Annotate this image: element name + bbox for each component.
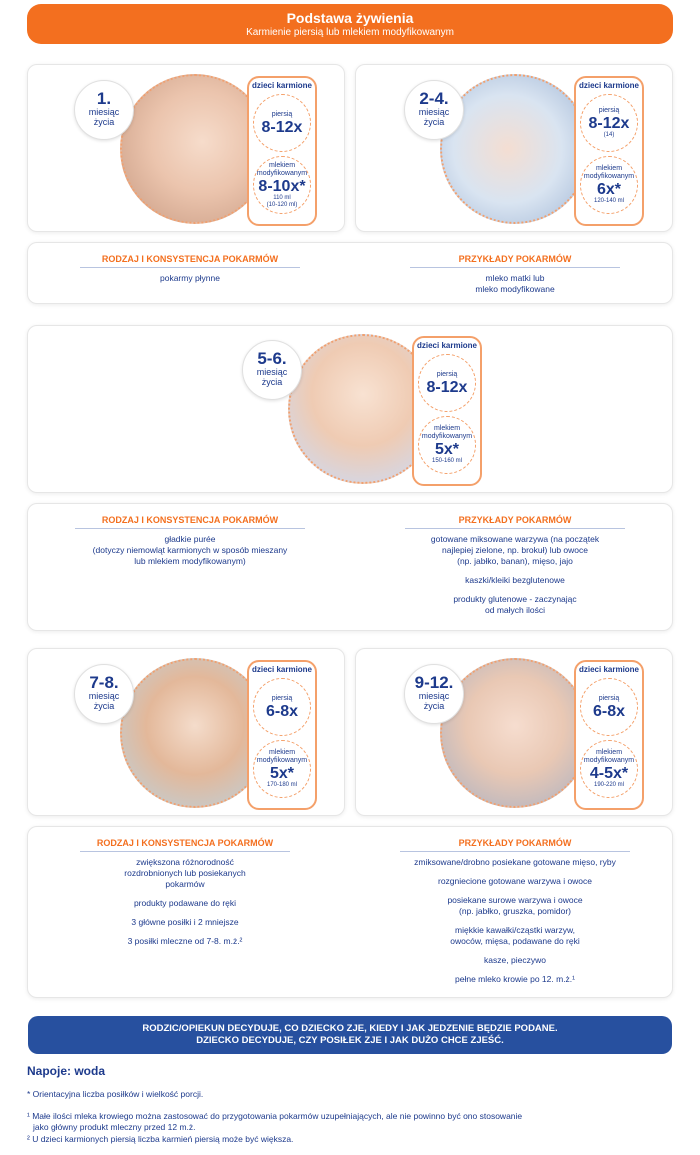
text-line: od małych ilości: [485, 605, 545, 615]
formula-label: modyfikowanym: [583, 757, 635, 764]
formula-count: 5x*: [434, 441, 460, 458]
text-line: (np. jabłko, banan), mięso, jajo: [457, 556, 573, 566]
feeding-panel-3: [412, 336, 482, 486]
age-label: życia: [93, 117, 115, 127]
formula-label: modyfikowanym: [256, 757, 308, 764]
age-label: życia: [423, 117, 445, 127]
section-title: PRZYKŁADY POKARMÓW: [405, 515, 625, 529]
age-number: 1.: [96, 89, 112, 108]
formula-volume: 150-160 ml: [431, 458, 463, 464]
text-line: pełne mleko krowie po 12. m.ż.¹: [455, 974, 575, 984]
breast-note: (14): [603, 132, 615, 138]
formula-label: mlekiem: [595, 749, 623, 756]
text-line: posiekane surowe warzywa i owoce: [447, 895, 583, 905]
section-title: RODZAJ I KONSYSTENCJA POKARMÓW: [80, 254, 300, 268]
food-type-section-1: [80, 254, 300, 284]
formula-volume: 170-180 ml: [266, 782, 298, 788]
footnote-1-cont: jako główny produkt mleczny przed 12 m.ż.: [33, 1122, 196, 1132]
page-title: Podstawa żywienia: [286, 10, 414, 26]
text-line: gotowane miksowane warzywa (na początek: [430, 534, 600, 544]
formula-volume-range: (10-120 ml): [266, 201, 298, 208]
decision-banner: [28, 1016, 672, 1054]
footnote-2: ² U dzieci karmionych piersią liczba karmień piersią może być większa.: [27, 1134, 294, 1144]
text-line: (np. jabłko, gruszka, pomidor): [459, 906, 571, 916]
text-line: kasze, pieczywo: [484, 955, 546, 965]
text-line: zwiększona różnorodność: [136, 857, 234, 867]
section-text: [405, 534, 625, 616]
age-number: 2-4.: [419, 89, 449, 108]
text-line: mleko matki lub: [485, 273, 545, 283]
food-examples-section-3: [400, 838, 630, 993]
feeding-heading: dzieci karmione: [251, 665, 313, 674]
banner-line: RODZIC/OPIEKUN DECYDUJE, CO DZIECKO ZJE, KIEDY I JAK JEDZENIE BĘDZIE PODANE.: [142, 1023, 558, 1034]
page-subtitle: Karmienie piersią lub mlekiem modyfikowanym: [246, 27, 454, 38]
text-line: najlepiej zielone, np. brokuł) lub owoce: [441, 545, 588, 555]
age-label: życia: [423, 701, 445, 711]
banner-line: DZIECKO DECYDUJE, CZY POSIŁEK ZJE I JAK DUŻO CHCE ZJEŚĆ.: [196, 1035, 504, 1046]
formula-volume: 120-140 ml: [593, 198, 625, 204]
age-label: życia: [261, 377, 283, 387]
age-badge-5: [404, 664, 464, 724]
formula-feeding-circle: [580, 740, 638, 798]
age-label: życia: [93, 701, 115, 711]
formula-label: mlekiem: [595, 165, 623, 172]
formula-feeding-circle: [253, 156, 311, 214]
food-type-section-3: [80, 838, 290, 955]
age-label: miesiąc: [256, 367, 288, 377]
age-number: 5-6.: [257, 349, 287, 368]
breast-count: 8-12x: [588, 115, 630, 132]
text-line: owoców, mięsa, podawane do ręki: [450, 936, 580, 946]
page-header: [27, 4, 673, 44]
age-number: 9-12.: [414, 673, 454, 692]
section-title: RODZAJ I KONSYSTENCJA POKARMÓW: [75, 515, 305, 529]
breast-label: piersią: [271, 694, 293, 702]
breast-label: piersią: [436, 370, 458, 378]
age-number: 7-8.: [89, 673, 119, 692]
text-line: rozgniecione gotowane warzywa i owoce: [437, 876, 593, 886]
formula-label: modyfikowanym: [256, 169, 308, 177]
formula-label: modyfikowanym: [421, 433, 473, 440]
formula-volume: 190-220 ml: [593, 782, 625, 788]
formula-count: 8-10x*: [258, 177, 306, 195]
age-badge-1: [74, 80, 134, 140]
breast-label: piersią: [598, 107, 620, 114]
age-label: miesiąc: [88, 691, 120, 701]
formula-count: 6x*: [596, 181, 622, 198]
food-examples-section-2: [405, 515, 625, 624]
feeding-heading: dzieci karmione: [251, 81, 313, 90]
formula-count: 4-5x*: [589, 765, 629, 782]
age-badge-4: [74, 664, 134, 724]
feeding-heading: dzieci karmione: [416, 341, 478, 350]
footnote-star: * Orientacyjna liczba posiłków i wielkość porcji.: [27, 1089, 204, 1099]
feeding-panel-1: [247, 76, 317, 226]
formula-feeding-circle: [253, 740, 311, 798]
age-badge-3: [242, 340, 302, 400]
feeding-heading: dzieci karmione: [578, 665, 640, 674]
breast-feeding-circle: [253, 678, 311, 736]
breast-feeding-circle: [580, 678, 638, 736]
text-line: mleko modyfikowane: [475, 284, 555, 294]
text-line: lub mlekiem modyfikowanym): [134, 556, 246, 566]
breast-count: 6-8x: [592, 702, 626, 720]
breast-feeding-circle: [253, 94, 311, 152]
drinks-note: Napoje: woda: [27, 1064, 106, 1078]
text-line: pokarmów: [165, 879, 205, 889]
formula-label: mlekiem: [268, 161, 296, 169]
text-line: 3 główne posiłki i 2 mniejsze: [131, 917, 239, 927]
text-line: rozdrobnionych lub posiekanych: [124, 868, 246, 878]
feeding-heading: dzieci karmione: [578, 81, 640, 90]
section-title: RODZAJ I KONSYSTENCJA POKARMÓW: [80, 838, 290, 852]
feeding-panel-5: [574, 660, 644, 810]
breast-label: piersią: [598, 694, 620, 702]
food-examples-section-1: [410, 254, 620, 295]
text-line: (dotyczy niemowląt karmionych w sposób mieszany: [92, 545, 288, 555]
formula-feeding-circle: [418, 416, 476, 474]
breast-label: piersią: [271, 110, 293, 118]
footnote-1: ¹ Małe ilości mleka krowiego można zastosować do przygotowania pokarmów uzupełniających, ale nie powinno być ono stosowanie: [27, 1111, 523, 1121]
breast-feeding-circle: [418, 354, 476, 412]
text-line: produkty glutenowe - zaczynając: [453, 594, 577, 604]
breast-count: 8-12x: [261, 118, 303, 136]
formula-count: 5x*: [269, 765, 295, 782]
formula-label: mlekiem: [268, 749, 296, 756]
formula-label: mlekiem: [433, 425, 461, 432]
text-line: kaszki/kleiki bezglutenowe: [465, 575, 565, 585]
text-line: miękkie kawałki/cząstki warzyw,: [455, 925, 575, 935]
formula-volume: 110 ml: [273, 194, 291, 201]
section-text: [75, 534, 305, 567]
breast-count: 8-12x: [426, 378, 468, 396]
text-line: produkty podawane do ręki: [133, 898, 237, 908]
age-label: miesiąc: [418, 107, 450, 117]
formula-label: modyfikowanym: [583, 173, 635, 180]
text-line: 3 posiłki mleczne od 7-8. m.ż.²: [127, 936, 243, 946]
feeding-panel-4: [247, 660, 317, 810]
section-text: [80, 857, 290, 947]
breast-count: 6-8x: [265, 702, 299, 720]
text-line: zmiksowane/drobno posiekane gotowane mięso, ryby: [414, 857, 616, 867]
section-text: [410, 273, 620, 295]
breast-feeding-circle: [580, 94, 638, 152]
section-text: [80, 273, 300, 284]
food-type-section-2: [75, 515, 305, 567]
age-badge-2: [404, 80, 464, 140]
text-line: gładkie purée: [164, 534, 216, 544]
section-title: PRZYKŁADY POKARMÓW: [410, 254, 620, 268]
age-label: miesiąc: [418, 691, 450, 701]
section-text: [400, 857, 630, 985]
formula-feeding-circle: [580, 156, 638, 214]
text-line: pokarmy płynne: [159, 273, 220, 283]
feeding-panel-2: [574, 76, 644, 226]
section-title: PRZYKŁADY POKARMÓW: [400, 838, 630, 852]
age-label: miesiąc: [88, 107, 120, 117]
